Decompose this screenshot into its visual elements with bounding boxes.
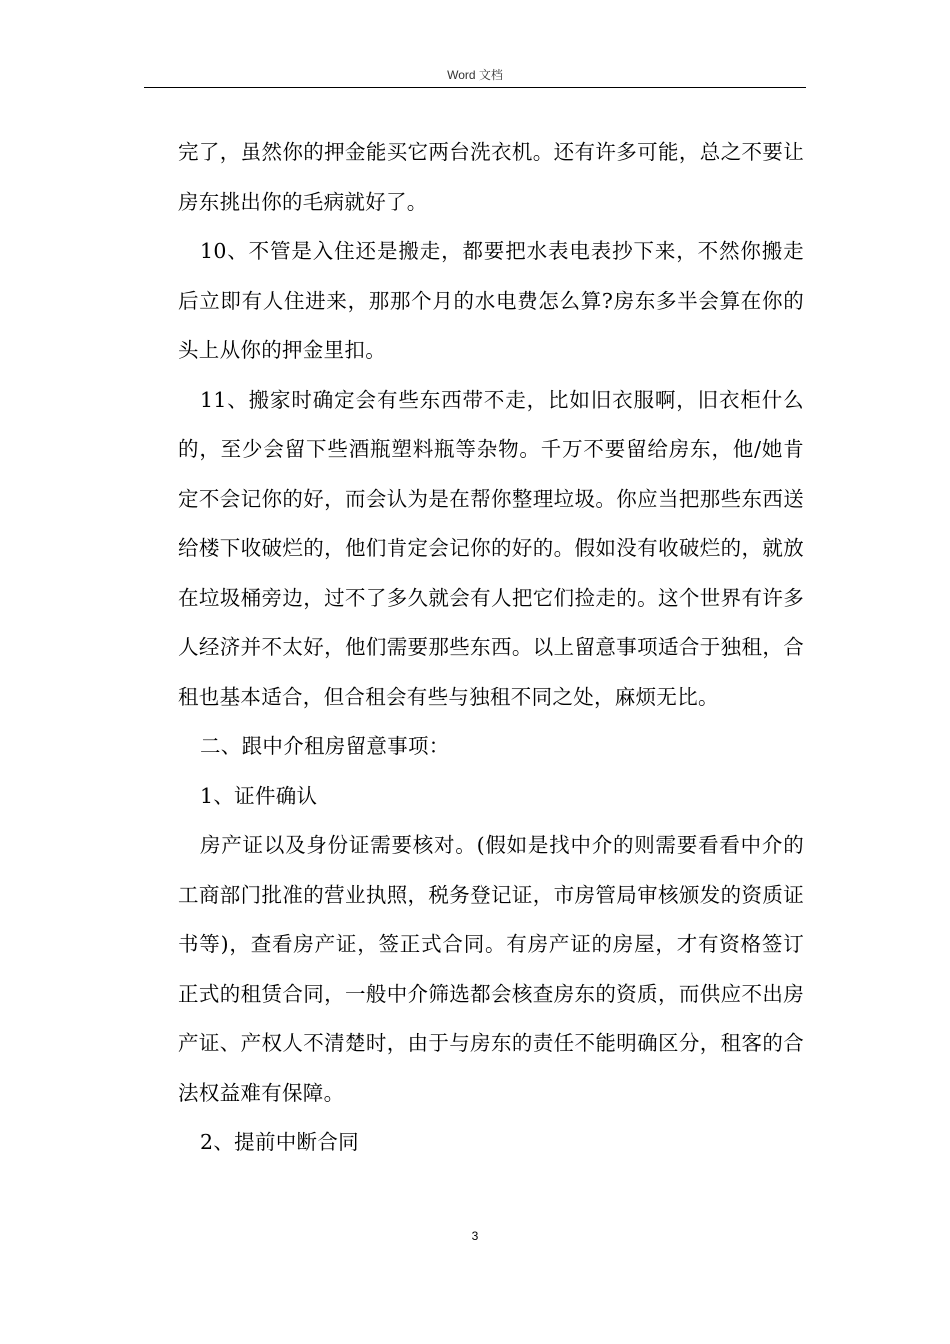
paragraph: 11、搬家时确定会有些东西带不走，比如旧衣服啊，旧衣柜什么的，至少会留下些酒瓶塑料瓶等杂物。千万不要留给房东，他/她肯定不会记你的好，而会认为是在帮你整理垃圾。你应当把那些东西送给楼下收破烂的，他们肯定会记你的好的。假如没有收破烂的，就放在垃圾桶旁边，过不了多久就会有人把它们捡走的。这个世界有许多人经济并不太好，他们需要那些东西。以上留意事项适合于独租，合租也基本适合，但合租会有些与独租不同之处，麻烦无比。 (178, 387, 804, 709)
subsection-heading: 1、证件确认 (200, 783, 318, 808)
paragraph: 完了，虽然你的押金能买它两台洗衣机。还有许多可能，总之不要让房东挑出你的毛病就好了。 (178, 140, 804, 214)
subsection-heading: 2、提前中断合同 (200, 1130, 359, 1154)
page-header: Word 文档 (447, 68, 503, 82)
paragraph: 房产证以及身份证需要核对。(假如是找中介的则需要看看中介的工商部门批准的营业执照，税务登记证，市房管局审核颁发的资质证书等)，查看房产证，签正式合同。有房产证的房屋，才有资格签订正式的租赁合同，一般中介筛选都会核查房东的资质，而供应不出房产证、产权人不清楚时，由于与房东的责任不能明确区分，租客的合法权益难有保障。 (178, 833, 804, 1105)
document-body (178, 128, 804, 1168)
header-divider (144, 87, 806, 88)
page-number: 3 (471, 1229, 479, 1243)
paragraph: 10、不管是入住还是搬走，都要把水表电表抄下来，不然你搬走后立即有人住进来，那那个月的水电费怎么算?房东多半会算在你的头上从你的押金里扣。 (178, 239, 804, 362)
section-heading: 二、跟中介租房留意事项： (200, 734, 450, 758)
